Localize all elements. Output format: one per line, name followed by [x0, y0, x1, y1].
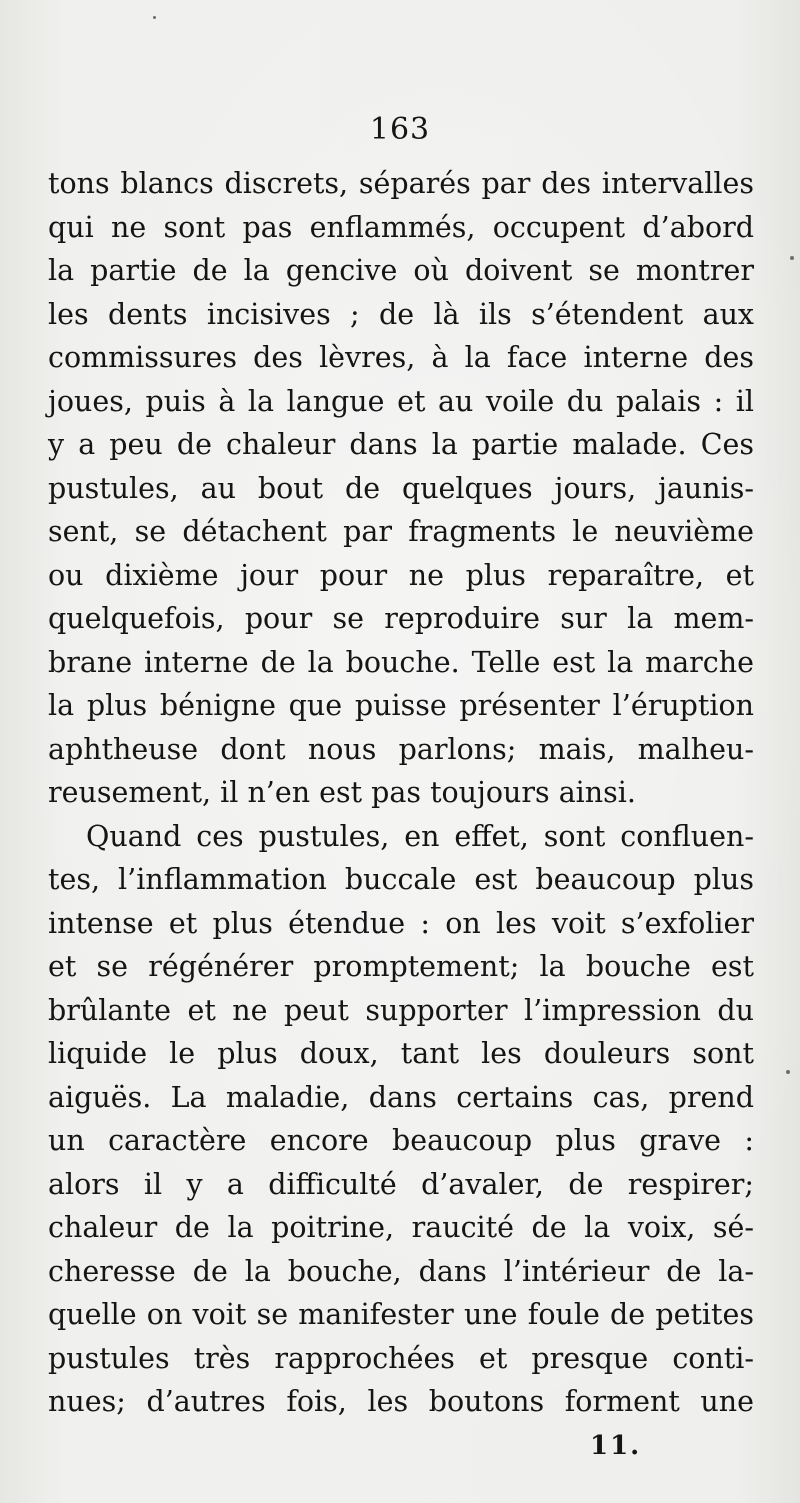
body-text	[48, 162, 754, 1424]
text-line: quelquefois, pour se reproduire sur la mem-	[48, 602, 754, 635]
text-line: quelle on voit se manifester une foule de petites	[48, 1298, 754, 1331]
text-line: brane interne de la bouche. Telle est la marche	[48, 645, 754, 679]
text-line: cheresse de la bouche, dans l’intérieur de la-	[48, 1254, 754, 1288]
text-line: un caractère encore beaucoup plus grave :	[48, 1124, 754, 1157]
paper-speck	[153, 16, 156, 19]
text-line: liquide le plus doux, tant les douleurs sont	[48, 1037, 754, 1070]
text-line: nues; d’autres fois, les boutons forment une	[48, 1385, 754, 1418]
text-line: qui ne sont pas enflammés, occupent d’abord	[48, 210, 754, 244]
text-line: brûlante et ne peut supporter l’impression du	[48, 993, 754, 1027]
text-line: sent, se détachent par fragments le neuvième	[48, 515, 754, 548]
text-line: pustules très rapprochées et presque conti-	[48, 1341, 754, 1375]
text-line: aphtheuse dont nous parlons; mais, malheu-	[48, 732, 754, 766]
text-line: les dents incisives ; de là ils s’étendent aux	[48, 297, 754, 331]
text-line: tons blancs discrets, séparés par des intervalles	[48, 167, 754, 200]
text-line: ou dixième jour pour ne plus reparaître, et	[48, 558, 754, 592]
text-line: joues, puis à la langue et au voile du palais : il	[48, 384, 754, 418]
paper-speck	[786, 1070, 790, 1074]
text-line: la partie de la gencive où doivent se montrer	[48, 254, 754, 287]
page-number: 163	[369, 112, 431, 147]
text-line: reusement, il n’en est pas toujours ainsi.	[48, 776, 636, 809]
text-line: Quand ces pustules, en effet, sont confluen-	[86, 819, 754, 853]
text-line: alors il y a difficulté d’avaler, de respirer;	[48, 1167, 754, 1201]
text-line: la plus bénigne que puisse présenter l’éruption	[48, 689, 754, 722]
text-line: y a peu de chaleur dans la partie malade. Ces	[48, 428, 754, 461]
paper-speck	[790, 256, 794, 260]
text-line: et se régénérer promptement; la bouche est	[48, 950, 754, 983]
text-line: pustules, au bout de quelques jours, jaunis-	[48, 471, 754, 505]
text-line: commissures des lèvres, à la face interne des	[48, 341, 754, 374]
text-line: chaleur de la poitrine, raucité de la voix, sé-	[48, 1211, 754, 1244]
text-line: tes, l’inflammation buccale est beaucoup plus	[48, 863, 754, 896]
text-line: intense et plus étendue : on les voit s’exfolier	[48, 906, 754, 940]
text-line: aiguës. La maladie, dans certains cas, prend	[48, 1080, 754, 1114]
printer-signature-mark: 11.	[590, 1431, 642, 1461]
